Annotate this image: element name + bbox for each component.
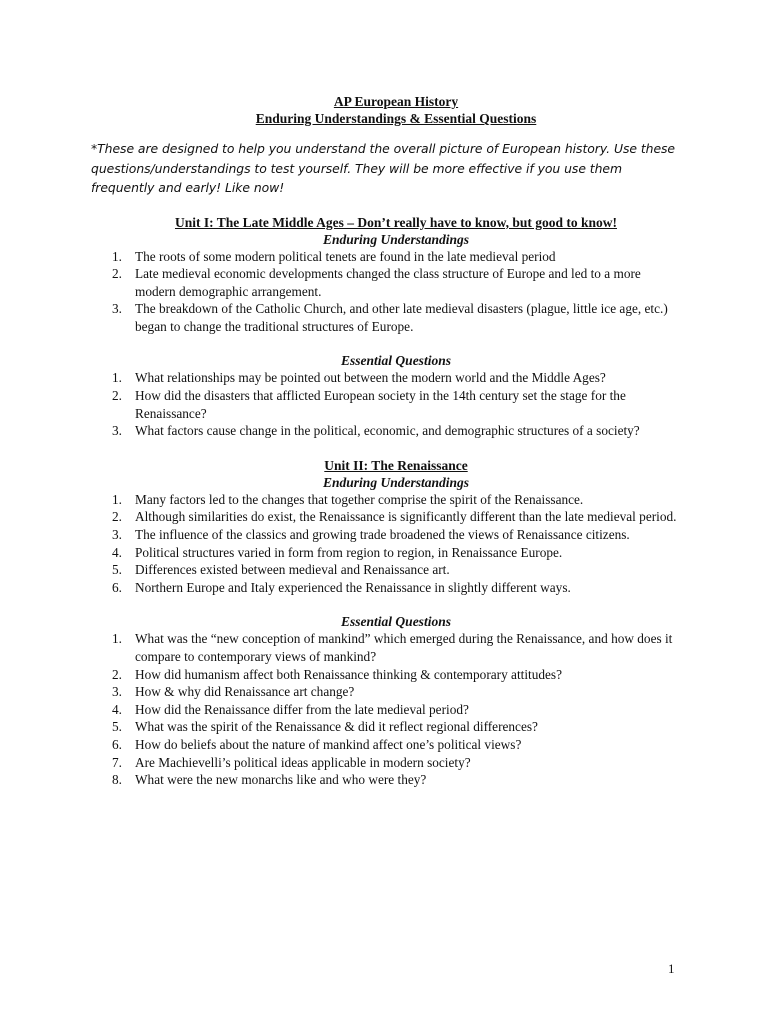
page-number: 1 [668, 961, 675, 976]
list-item-text: What was the spirit of the Renaissance & did it reflect regional differences? [135, 719, 538, 735]
list-item-number: 5. [112, 719, 122, 735]
list-item-text: How & why did Renaissance art change? [135, 684, 355, 700]
list-item-text: How did the disasters that afflicted European society in the 14th century set the stage for the Renaissance? [135, 388, 626, 421]
enduring-understandings-heading: Enduring Understandings [323, 231, 469, 247]
unit-title: Unit I: The Late Middle Ages – Don’t really have to know, but good to know! [174, 214, 618, 230]
document-body [91, 93, 680, 789]
list-item-text: Many factors led to the changes that together comprise the spirit of the Renaissance. [135, 491, 584, 507]
list-item [112, 369, 680, 387]
enduring-understandings-list [112, 491, 680, 597]
enduring-understandings-heading: Enduring Understandings [323, 474, 469, 490]
list-item-text: What was the “new conception of mankind” which emerged during the Renaissance, and how does it compare to contemporary views of mankind? [135, 631, 673, 664]
list-item-text: What relationships may be pointed out between the modern world and the Middle Ages? [135, 370, 606, 386]
enduring-understandings-list [112, 248, 680, 336]
list-item-text: Differences existed between medieval and Renaissance art. [135, 562, 450, 578]
list-item-number: 5. [112, 562, 122, 578]
list-item [112, 666, 680, 684]
list-item-text: How did humanism affect both Renaissance thinking & contemporary attitudes? [135, 666, 563, 682]
list-item-number: 2. [112, 388, 122, 404]
list-item-text: How do beliefs about the nature of mankind affect one’s political views? [135, 736, 522, 752]
list-item [112, 422, 680, 440]
intro-note: *These are designed to help you understand the overall picture of European history. Use these questions/understandings to test yourself. They will be more effective if you use them frequently and early! Like now! [91, 141, 675, 195]
unit-section [112, 214, 680, 440]
list-item [112, 718, 680, 736]
list-item-text: Late medieval economic developments changed the class structure of Europe and led to a more modern demographic arrangement. [135, 266, 641, 299]
list-item-text: The roots of some modern political tenets are found in the late medieval period [135, 248, 556, 264]
list-item [112, 630, 680, 665]
list-item-number: 1. [112, 491, 122, 507]
unit-title: Unit II: The Renaissance [324, 457, 468, 473]
document-subtitle: Enduring Understandings & Essential Questions [255, 111, 537, 126]
list-item-number: 3. [112, 527, 122, 543]
list-item [112, 771, 680, 789]
list-item-text: How did the Renaissance differ from the late medieval period? [135, 701, 469, 717]
list-item-text: Political structures varied in form from region to region, in Renaissance Europe. [135, 544, 563, 560]
list-item-text: The influence of the classics and growing trade broadened the views of Renaissance citizens. [135, 527, 630, 543]
list-item-number: 3. [112, 423, 122, 439]
list-item [112, 579, 680, 597]
list-item [112, 683, 680, 701]
list-item-number: 1. [112, 248, 122, 264]
list-item [112, 248, 680, 266]
list-item [112, 526, 680, 544]
essential-questions-heading: Essential Questions [341, 614, 451, 630]
list-item [112, 754, 680, 772]
list-item-text: Are Machievelli’s political ideas applicable in modern society? [135, 754, 471, 770]
list-item [112, 561, 680, 579]
unit-section [112, 457, 680, 789]
list-item-text: What factors cause change in the political, economic, and demographic structures of a society? [135, 423, 640, 439]
list-item [112, 265, 680, 300]
list-item [112, 387, 680, 422]
list-item-number: 7. [112, 754, 122, 770]
list-item-number: 6. [112, 736, 122, 752]
list-item-text: The breakdown of the Catholic Church, and other late medieval disasters (plague, little ice age, etc.) began to change the traditional structures of Europe. [135, 301, 668, 334]
list-item-number: 4. [112, 701, 122, 717]
list-item-text: What were the new monarchs like and who were they? [135, 772, 427, 788]
essential-questions-list [112, 369, 680, 439]
list-item [112, 736, 680, 754]
list-item-number: 6. [112, 579, 122, 595]
list-item-number: 3. [112, 684, 122, 700]
list-item-number: 2. [112, 509, 122, 525]
document-title: AP European History [333, 94, 459, 109]
list-item-number: 2. [112, 266, 122, 282]
list-item [112, 300, 680, 335]
list-item [112, 508, 680, 526]
list-item-text: Although similarities do exist, the Renaissance is significantly different than the late medieval period. [135, 509, 677, 525]
list-item [112, 491, 680, 509]
list-item-number: 8. [112, 772, 122, 788]
units-container [112, 214, 680, 789]
list-item-number: 1. [112, 370, 122, 386]
list-item-number: 2. [112, 666, 122, 682]
list-item-number: 4. [112, 544, 122, 560]
essential-questions-heading: Essential Questions [341, 353, 451, 369]
essential-questions-list [112, 630, 680, 788]
list-item [112, 544, 680, 562]
list-item-text: Northern Europe and Italy experienced the Renaissance in slightly different ways. [135, 579, 571, 595]
list-item [112, 701, 680, 719]
list-item-number: 1. [112, 631, 122, 647]
list-item-number: 3. [112, 301, 122, 317]
